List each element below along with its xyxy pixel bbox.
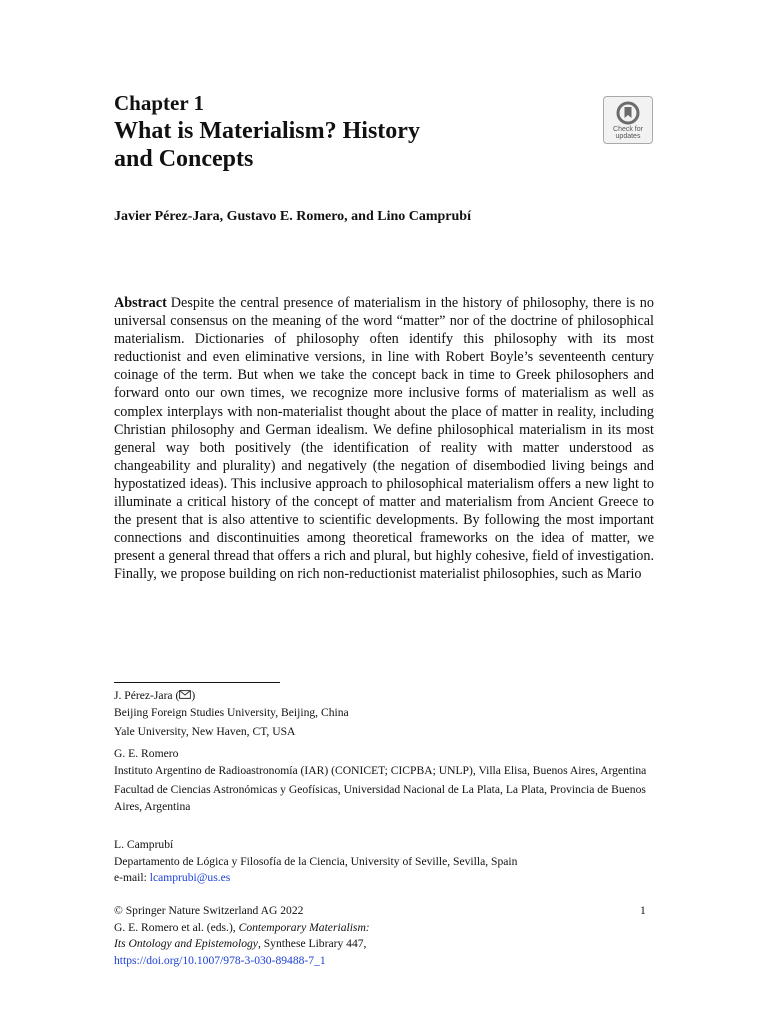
chapter-title-line-1: What is Materialism? History <box>114 118 420 144</box>
affiliation-line: Yale University, New Haven, CT, USA <box>114 725 296 738</box>
affiliation-camprubi <box>114 837 654 887</box>
chapter-title-line-2: and Concepts <box>114 146 254 172</box>
email-label: e-mail: <box>114 871 150 884</box>
book-title: Contemporary Materialism: <box>238 920 370 934</box>
chapter-label: Chapter 1 <box>114 91 205 115</box>
doi-link[interactable]: https://doi.org/10.1007/978-3-030-89488-7_1 <box>114 953 326 967</box>
affiliation-romero <box>114 746 654 815</box>
affiliation-line: Facultad de Ciencias Astronómicas y Geofísicas, Universidad Nacional de La Plata, La Plata, Provincia de Buenos Aires, Argentina <box>114 783 646 813</box>
footnote-rule <box>114 682 280 683</box>
abstract-text: Despite the central presence of materialism in the history of philosophy, there is no universal consensus on the meaning of the word “matter” nor of the doctrine of philosophical materialism. Dictionaries of philosophy often identify this philosophy with its most reductionist and even eliminative versions, in line with Robert Boyle’s seventeenth century coinage of the term. But when we take the concept back in time to Greek philosophers and forward onto our own times, we recognize more inclusive forms of materialism as well as complex interplays with non-materialist thought about the place of matter in reality, including Christian philosophy and German idealism. We define philosophical materialism in its most general way both positively (the identification of reality with matter understood as changeability and plurality) and negatively (the negation of disembodied living beings and hypostatized ideas). This inclusive approach to philosophical materialism offers a new light to illuminate a critical history of the concept of matter and materialism from Ancient Greece to the present that is also attentive to scientific developments. By following the most important connections and discontinuities among theoretical frameworks on the idea of matter, we present a general thread that offers a rich and plural, but highly cohesive, field of investigation. Finally, we propose building on rich non-reductionist materialist philosophies, such as Mario <box>114 295 654 583</box>
page-number: 1 <box>640 904 646 917</box>
author-name: G. E. Romero <box>114 747 179 760</box>
affiliation-line: Departamento de Lógica y Filosofía de la Ciencia, University of Seville, Sevilla, Spain <box>114 854 518 868</box>
affiliation-perez-jara: J. Pérez-Jara ( ) Beijing Foreign Studies University, Beijing, China Yale University, New Haven, CT, USA <box>114 688 654 741</box>
badge-label: Check for updates <box>613 126 643 140</box>
check-for-updates-badge[interactable] <box>603 96 653 144</box>
email-link[interactable]: lcamprubi@us.es <box>149 871 231 884</box>
abstract <box>114 294 654 584</box>
copyright-block: © Springer Nature Switzerland AG 2022 G. E. Romero et al. (eds.), Contemporary Materialism: Its Ontology and Epistemology, Synthese Library 447, https://doi.org/10.1007/978-3-030-89488-7_1 <box>114 903 654 969</box>
author-name: J. Pérez-Jara ( <box>114 689 180 702</box>
book-subtitle: Its Ontology and Epistemology <box>114 937 258 950</box>
abstract-label: Abstract <box>114 295 167 311</box>
envelope-icon[interactable] <box>179 690 191 699</box>
author-list: Javier Pérez-Jara, Gustavo E. Romero, and Lino Camprubí <box>114 209 471 224</box>
chapter-title <box>114 117 534 173</box>
affiliation-line: Instituto Argentino de Radioastronomía (IAR) (CONICET; CICPBA; UNLP), Villa Elisa, Buenos Aires, Argentina <box>114 763 647 777</box>
copyright-line: © Springer Nature Switzerland AG 2022 <box>114 904 304 917</box>
author-name: L. Camprubí <box>114 838 174 851</box>
bookmark-ring-icon <box>616 101 640 125</box>
affiliation-line: Beijing Foreign Studies University, Beijing, China <box>114 705 349 719</box>
